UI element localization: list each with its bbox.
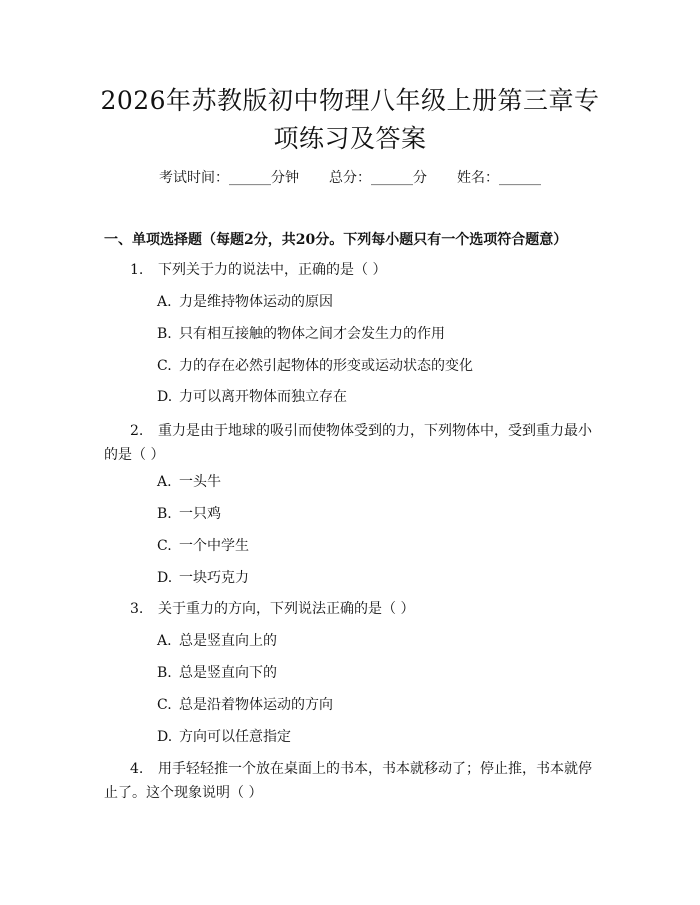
- question-3: [104, 597, 602, 621]
- option-text: 总是竖直向下的: [179, 665, 277, 681]
- page-title-line1: 2026年苏教版初中物理八年级上册第三章专: [100, 86, 600, 115]
- option-text: 一个中学生: [179, 538, 249, 554]
- option-letter: C.: [157, 358, 172, 374]
- option-letter: A.: [157, 294, 172, 310]
- question-number: 1.: [130, 262, 144, 278]
- question-4: [104, 757, 602, 805]
- question-number: 4.: [130, 761, 144, 777]
- exam-meta: [0, 168, 700, 188]
- option-text: 总是竖直向上的: [179, 633, 277, 649]
- question-text: 重力是由于地球的吸引而使物体受到的力，下列物体中，受到重力最小的是（ ）: [104, 423, 592, 463]
- option-letter: D.: [157, 729, 173, 745]
- question-2-option-b: [157, 504, 221, 524]
- option-letter: D.: [157, 389, 173, 405]
- question-3-option-d: [157, 727, 291, 747]
- option-text: 力的存在必然引起物体的形变或运动状态的变化: [179, 358, 473, 374]
- question-1: [104, 258, 602, 282]
- option-letter: B.: [157, 665, 172, 681]
- option-text: 力可以离开物体而独立存在: [179, 389, 347, 405]
- question-number: 2.: [130, 423, 144, 439]
- question-number: 3.: [130, 601, 144, 617]
- question-3-option-b: [157, 663, 277, 683]
- option-text: 一块巧克力: [179, 570, 249, 586]
- total-score-label: 总分：______分: [329, 170, 427, 186]
- exam-time-label: 考试时间：______分钟: [159, 170, 299, 186]
- question-2-option-c: [157, 536, 249, 556]
- option-text: 一头牛: [179, 474, 221, 490]
- option-letter: A.: [157, 633, 172, 649]
- option-text: 总是沿着物体运动的方向: [179, 697, 333, 713]
- question-1-option-b: [157, 324, 445, 344]
- section-heading: 一、单项选择题（每题2分，共20分。下列每小题只有一个选项符合题意）: [104, 232, 568, 248]
- option-letter: D.: [157, 570, 173, 586]
- question-text: 关于重力的方向，下列说法正确的是（ ）: [158, 601, 415, 617]
- question-3-option-a: [157, 631, 277, 651]
- question-1-option-a: [157, 292, 333, 312]
- page-title-line2: 项练习及答案: [273, 124, 427, 153]
- question-1-option-c: [157, 356, 473, 376]
- question-1-option-d: [157, 387, 347, 407]
- option-text: 只有相互接触的物体之间才会发生力的作用: [179, 326, 445, 342]
- option-text: 一只鸡: [179, 506, 221, 522]
- option-letter: A.: [157, 474, 172, 490]
- option-letter: B.: [157, 506, 172, 522]
- question-2: [104, 419, 602, 467]
- question-2-option-a: [157, 472, 221, 492]
- option-letter: C.: [157, 538, 172, 554]
- option-letter: B.: [157, 326, 172, 342]
- question-2-option-d: [157, 568, 249, 588]
- question-text: 用手轻轻推一个放在桌面上的书本，书本就移动了；停止推，书本就停止了。这个现象说明（ ）: [104, 761, 592, 801]
- student-name-label: 姓名：______: [457, 170, 541, 186]
- question-3-option-c: [157, 695, 333, 715]
- option-text: 方向可以任意指定: [179, 729, 291, 745]
- option-text: 力是维持物体运动的原因: [179, 294, 333, 310]
- option-letter: C.: [157, 697, 172, 713]
- question-text: 下列关于力的说法中，正确的是（ ）: [158, 262, 387, 278]
